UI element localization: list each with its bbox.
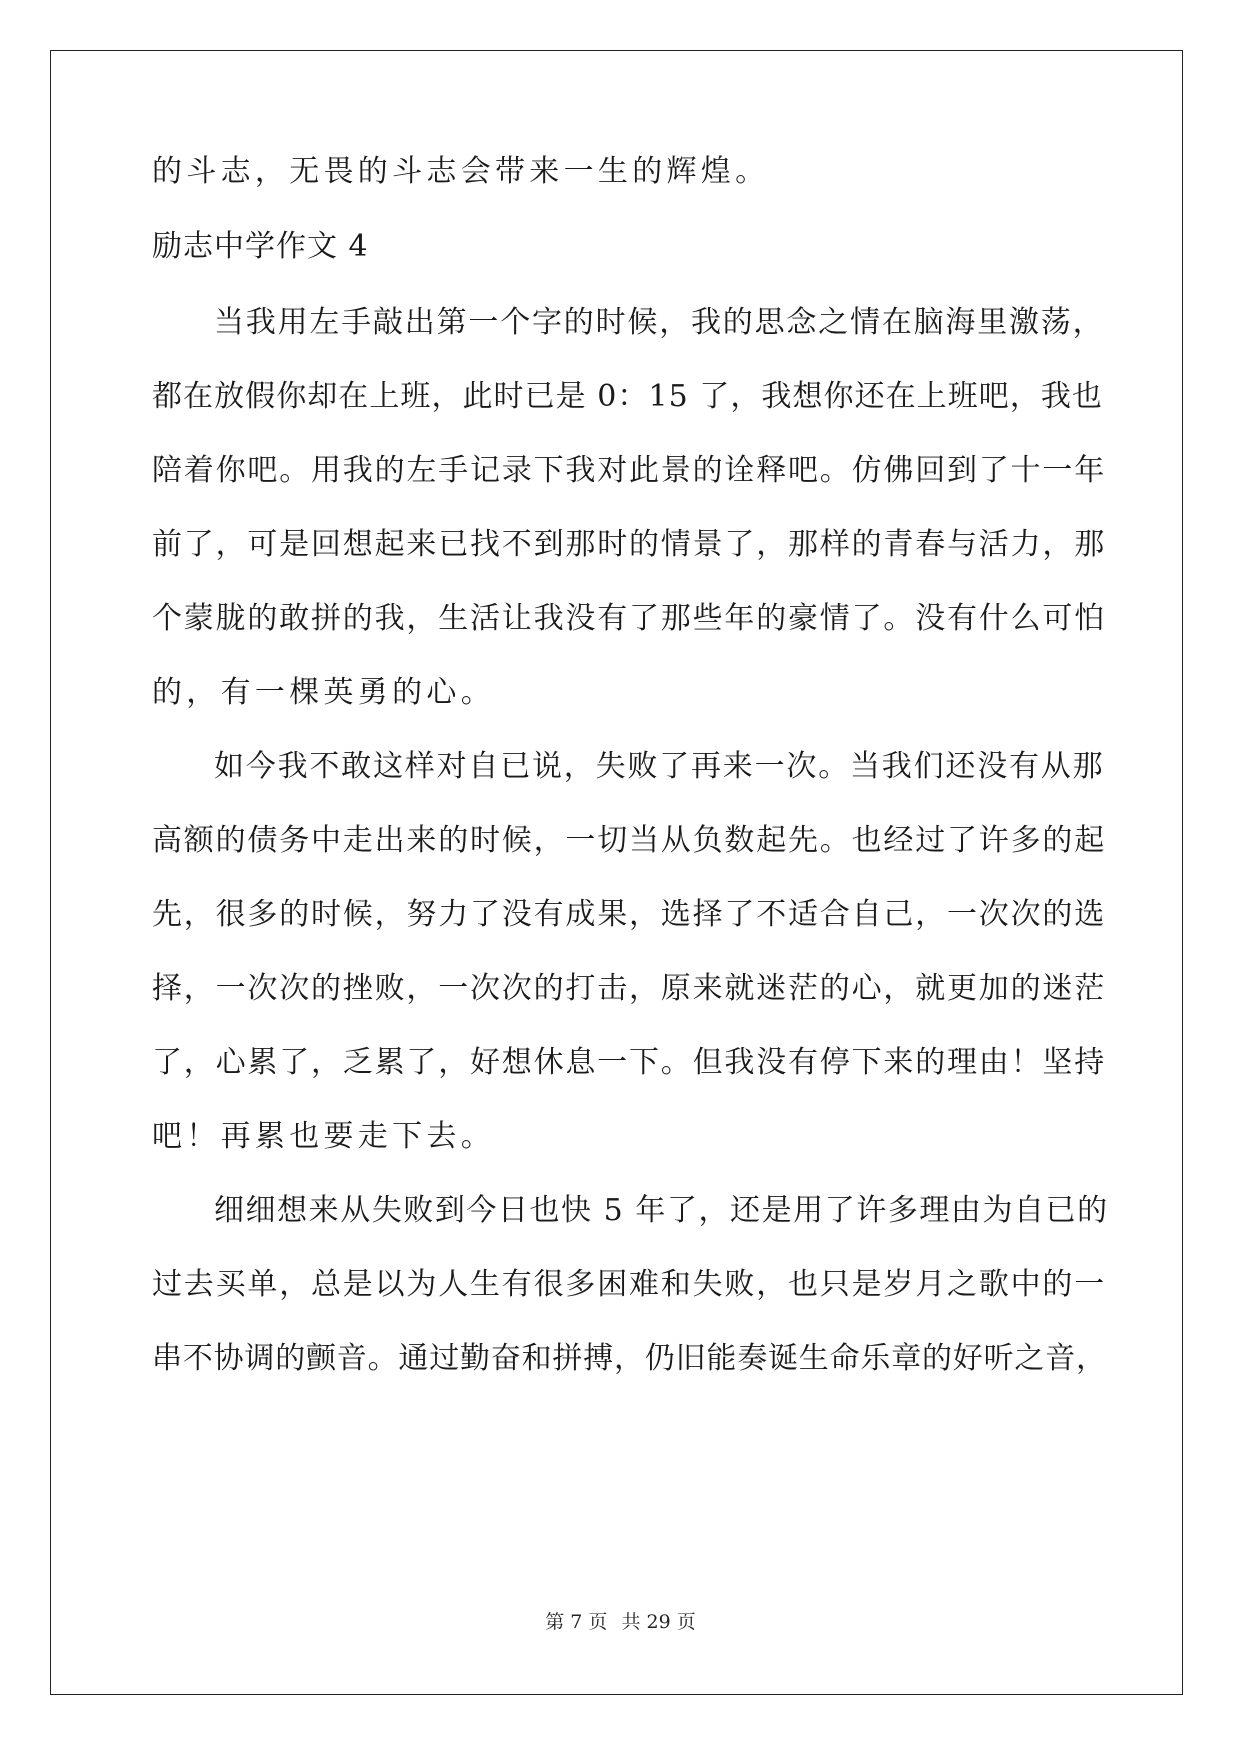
text-line: 都在放假你却在上班，此时已是 0：15 了，我想你还在上班吧，我也: [152, 379, 1103, 414]
page-footer: [0, 1610, 1241, 1634]
text-line: 的，有一棵英勇的心。: [152, 675, 495, 710]
text-line: 串不协调的颤音。通过勤奋和拼搏，仍旧能奏诞生命乐章的好听之音，: [152, 1341, 1107, 1376]
page-total: 共 29 页: [621, 1611, 696, 1633]
section-heading: 励志中学作文 4: [152, 229, 369, 264]
text-line: 吧！再累也要走下去。: [152, 1119, 495, 1154]
text-line: 陪着你吧。用我的左手记录下我对此景的诠释吧。仿佛回到了十一年: [152, 453, 1106, 488]
text-line: 过去买单，总是以为人生有很多困难和失败，也只是岁月之歌中的一: [152, 1267, 1106, 1302]
text-line: 当我用左手敲出第一个字的时候，我的思念之情在脑海里激荡，: [214, 305, 1105, 340]
page-border: [50, 50, 1183, 1695]
text-line: 前了，可是回想起来已找不到那时的情景了，那样的青春与活力，那: [152, 527, 1106, 562]
text-line: 的斗志，无畏的斗志会带来一生的辉煌。: [152, 154, 770, 189]
text-line: 如今我不敢这样对自已说，失败了再来一次。当我们还没有从那: [214, 749, 1105, 784]
text-line: 个蒙胧的敢拼的我，生活让我没有了那些年的豪情了。没有什么可怕: [152, 601, 1106, 636]
text-line: 了，心累了，乏累了，好想休息一下。但我没有停下来的理由！坚持: [152, 1045, 1106, 1080]
text-line: 择，一次次的挫败，一次次的打击，原来就迷茫的心，就更加的迷茫: [152, 971, 1106, 1006]
text-line: 细细想来从失败到今日也快 5 年了，还是用了许多理由为自已的: [214, 1193, 1109, 1228]
text-line: 先，很多的时候，努力了没有成果，选择了不适合自己，一次次的选: [152, 897, 1106, 932]
text-line: 高额的债务中走出来的时候，一切当从负数起先。也经过了许多的起: [152, 823, 1106, 858]
page-number: 第 7 页: [545, 1611, 608, 1633]
